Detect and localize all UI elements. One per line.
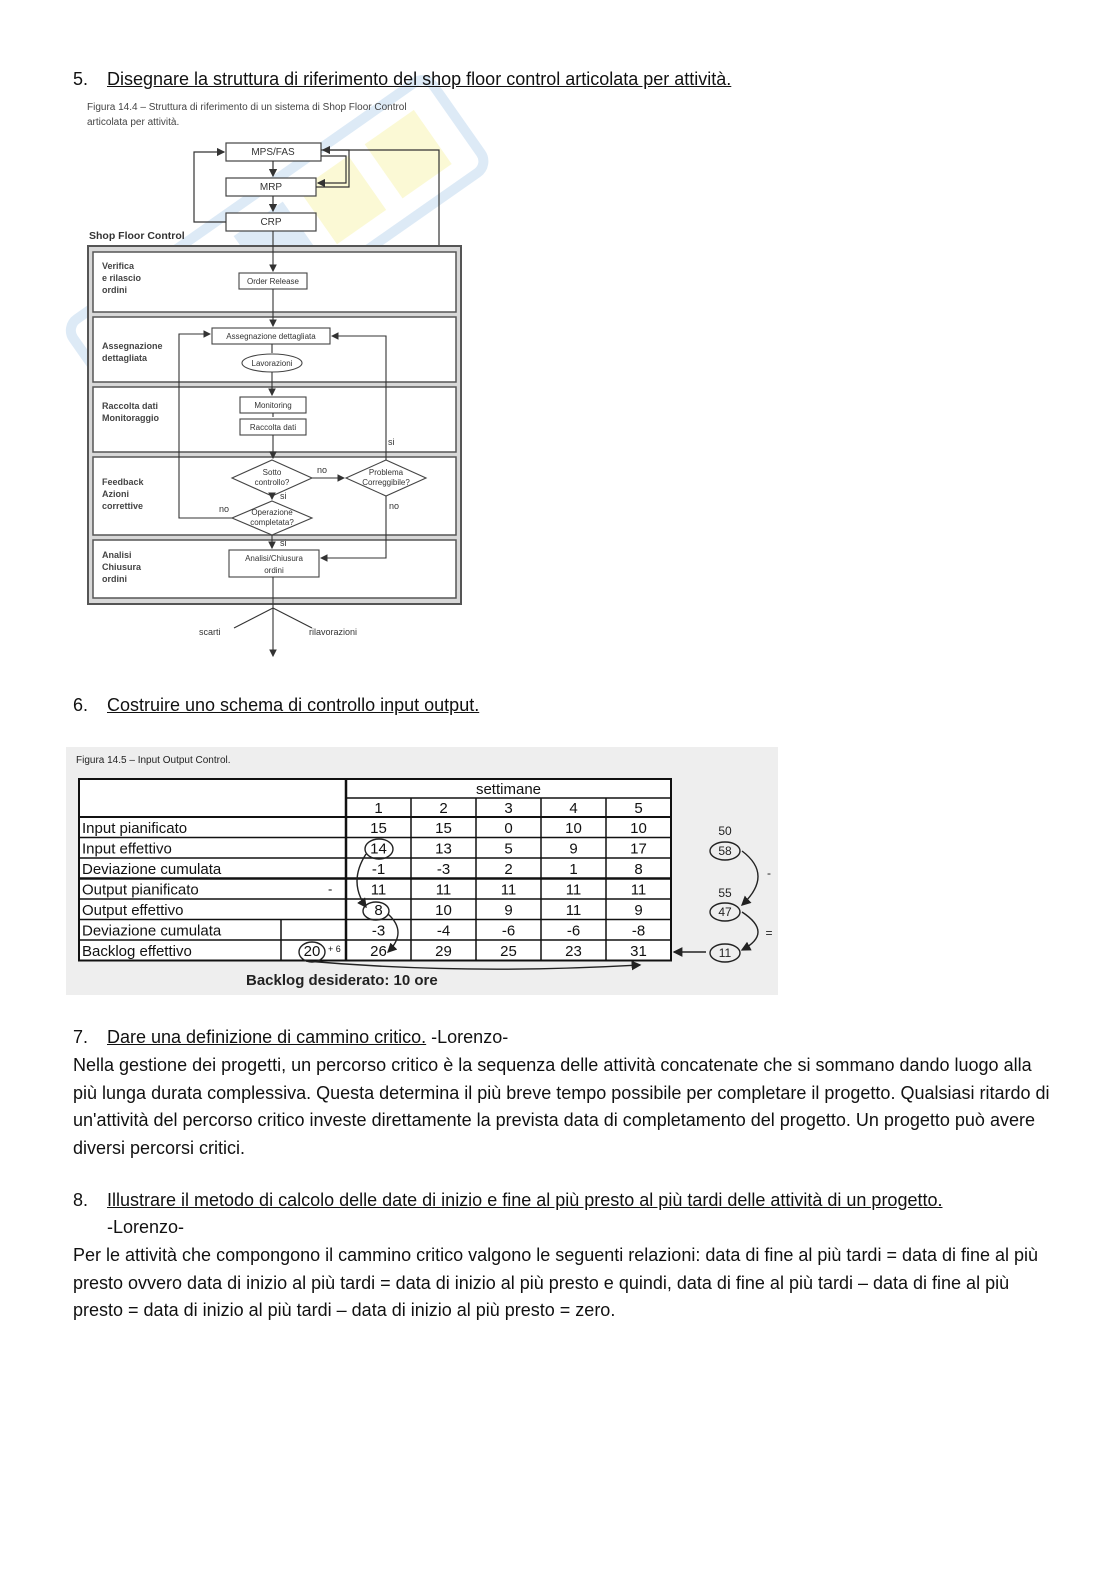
question-title: Illustrare il metodo di calcolo delle date di inizio e fine al più presto al più tardi delle attività di un progetto. — [107, 1190, 943, 1210]
raccolta-dati-box: Raccolta dati — [249, 423, 297, 432]
side-value-47: 47 — [718, 905, 732, 919]
io-row-label: Deviazione cumulata — [82, 922, 222, 940]
io-cell: 11 — [370, 881, 387, 899]
question-number: 5. — [73, 69, 89, 89]
io-row-label: Output pianificato — [82, 881, 199, 899]
assegnazione-box: Assegnazione dettagliata — [226, 332, 316, 341]
side-minus: - — [767, 866, 771, 880]
io-cell: -4 — [436, 922, 451, 940]
io-cell: 11 — [500, 881, 517, 899]
problema-line1: Problema — [368, 468, 404, 477]
answer-8-text: Per le attività che compongono il cammino critico valgono le seguenti relazioni: data di fine al più tardi = data di fine al più presto ovvero data di inizio al più tardi = data di inizio al più presto e quindi, data di fine al più tardi – data di fine al più presto = data di inizio al più tardi – data di inizio al più presto = zero. — [73, 1245, 1039, 1320]
question-number: 8. — [73, 1190, 89, 1210]
monitoring-box: Monitoring — [254, 401, 292, 410]
question-6 — [73, 695, 479, 716]
question-author: -Lorenzo- — [426, 1027, 509, 1047]
io-cell: -8 — [631, 922, 646, 940]
io-cell: 29 — [435, 943, 452, 960]
answer-7-text: Nella gestione dei progetti, un percorso critico è la sequenza delle attività concatenate che si sommano dando luogo alla più lunga durata complessiva. Questa determina il più breve tempo possibile per completare il progetto. Qualsiasi ritardo di un'attività del percorso critico investe direttamente la prevista data di completamento del progetto. Un progetto può avere diversi percorsi critici. — [73, 1055, 1050, 1158]
problema-line2: Correggibile? — [362, 478, 410, 487]
band5-label-2: Chiusura — [102, 562, 142, 572]
band3-label-1: Raccolta dati — [102, 401, 159, 411]
io-cell: 11 — [630, 881, 647, 899]
scarti-label: scarti — [199, 627, 221, 637]
io-row-label: Backlog effettivo — [82, 943, 192, 960]
io-cell: 10 — [565, 820, 582, 837]
io-table — [79, 779, 671, 961]
io-cell: 11 — [565, 902, 582, 919]
band2-label-1: Assegnazione — [102, 341, 163, 351]
order-release-box: Order Release — [246, 277, 300, 286]
io-cell: -6 — [501, 922, 516, 940]
io-week-4: 4 — [569, 800, 578, 817]
mps-fas-box: MPS/FAS — [251, 147, 295, 158]
side-value-55: 55 — [718, 886, 732, 900]
question-title: Costruire uno schema di controllo input output. — [107, 695, 480, 715]
io-cell: 0 — [504, 820, 513, 837]
band4-label-1: Feedback — [102, 477, 144, 487]
no-label-2: no — [389, 501, 400, 511]
side-value-50: 50 — [718, 824, 732, 838]
operazione-line2: completata? — [250, 518, 294, 527]
question-8-author: -Lorenzo- — [107, 1217, 185, 1237]
si-label-3: si — [280, 538, 287, 548]
io-cell: 8 — [374, 902, 383, 919]
io-cell: 13 — [435, 840, 452, 858]
io-cell: 23 — [565, 943, 582, 960]
io-row-label: Input effettivo — [82, 840, 172, 858]
fig2-caption: Figura 14.5 – Input Output Control. — [76, 755, 231, 766]
side-value-11: 11 — [718, 946, 732, 960]
fig1-caption-line2: articolata per attività. — [87, 117, 180, 128]
side-equals: = — [765, 926, 773, 940]
io-cell: 10 — [435, 902, 452, 919]
io-row-label: Deviazione cumulata — [82, 861, 222, 878]
si-label-1: si — [388, 437, 395, 447]
io-header-settimane: settimane — [475, 781, 542, 798]
io-week-3: 3 — [504, 800, 513, 817]
io-cell: 25 — [500, 943, 517, 960]
io-cell: 26 — [370, 943, 387, 960]
mrp-box: MRP — [259, 182, 283, 193]
band5-label-3: ordini — [102, 574, 127, 584]
io-cell: 2 — [504, 861, 513, 878]
sfc-label: Shop Floor Control — [89, 230, 185, 242]
band5-label-1: Analisi — [102, 550, 132, 560]
io-row-label: Input pianificato — [82, 820, 188, 837]
band1-label-2: e rilascio — [102, 273, 142, 283]
io-cell: 11 — [565, 881, 582, 899]
io-cell: 5 — [504, 840, 513, 858]
question-number: 7. — [73, 1027, 89, 1047]
io-cell: -3 — [371, 922, 386, 940]
io-dash: - — [328, 881, 333, 897]
io-cell: 15 — [370, 820, 387, 837]
fig1-caption-line1: Figura 14.4 – Struttura di riferimento di un sistema di Shop Floor Control — [87, 102, 407, 113]
backlog-desired: Backlog desiderato: 10 ore — [246, 972, 438, 989]
io-row-label: Output effettivo — [82, 902, 184, 919]
side-value-58: 58 — [718, 844, 732, 858]
band1-label-3: ordini — [102, 285, 127, 295]
no-label-1: no — [317, 465, 328, 475]
io-cell: -6 — [566, 922, 581, 940]
io-cell: 15 — [435, 820, 452, 837]
io-cell: 14 — [370, 840, 387, 858]
io-cell: -3 — [436, 861, 451, 878]
question-8 — [73, 1190, 942, 1211]
band1-label-1: Verifica — [102, 261, 135, 271]
io-initial-backlog: 20 — [303, 943, 321, 960]
io-cell: 9 — [504, 902, 513, 919]
shop-floor-control-diagram — [84, 98, 484, 663]
io-cell: 10 — [630, 820, 647, 837]
io-cell: -1 — [371, 861, 386, 878]
band4-label-3: correttive — [102, 501, 144, 511]
input-output-control-figure — [66, 747, 778, 995]
io-week-1: 1 — [374, 800, 383, 817]
io-cell: 9 — [569, 840, 578, 858]
io-week-5: 5 — [634, 800, 643, 817]
io-plus-6: + 6 — [328, 944, 341, 954]
band2-label-2: dettagliata — [102, 353, 148, 363]
si-label-2: si — [280, 491, 287, 501]
question-title: Disegnare la struttura di riferimento del shop floor control articolata per attività. — [107, 69, 732, 89]
question-7 — [73, 1027, 508, 1048]
lavorazioni-oval: Lavorazioni — [251, 359, 293, 368]
io-week-2: 2 — [439, 800, 448, 817]
band4-label-2: Azioni — [102, 489, 129, 499]
crp-box: CRP — [260, 217, 282, 228]
io-cell: 9 — [634, 902, 643, 919]
question-title: Dare una definizione di cammino critico. — [107, 1027, 427, 1047]
io-cell: 17 — [630, 840, 647, 858]
band3-label-2: Monitoraggio — [102, 413, 159, 423]
io-cell: 8 — [634, 861, 643, 878]
sotto-controllo-line2: controllo? — [254, 478, 290, 487]
io-cell: 1 — [569, 861, 578, 878]
sotto-controllo-line1: Sotto — [262, 468, 282, 477]
io-cell: 31 — [630, 943, 647, 960]
analisi-line2: ordini — [264, 566, 284, 575]
io-cell: 11 — [435, 881, 452, 899]
operazione-line1: Operazione — [251, 508, 293, 517]
no-label-3: no — [219, 504, 230, 514]
rilavorazioni-label: rilavorazioni — [309, 627, 358, 637]
analisi-line1: Analisi/Chiusura — [245, 554, 303, 563]
question-number: 6. — [73, 695, 89, 715]
question-5 — [73, 69, 731, 90]
